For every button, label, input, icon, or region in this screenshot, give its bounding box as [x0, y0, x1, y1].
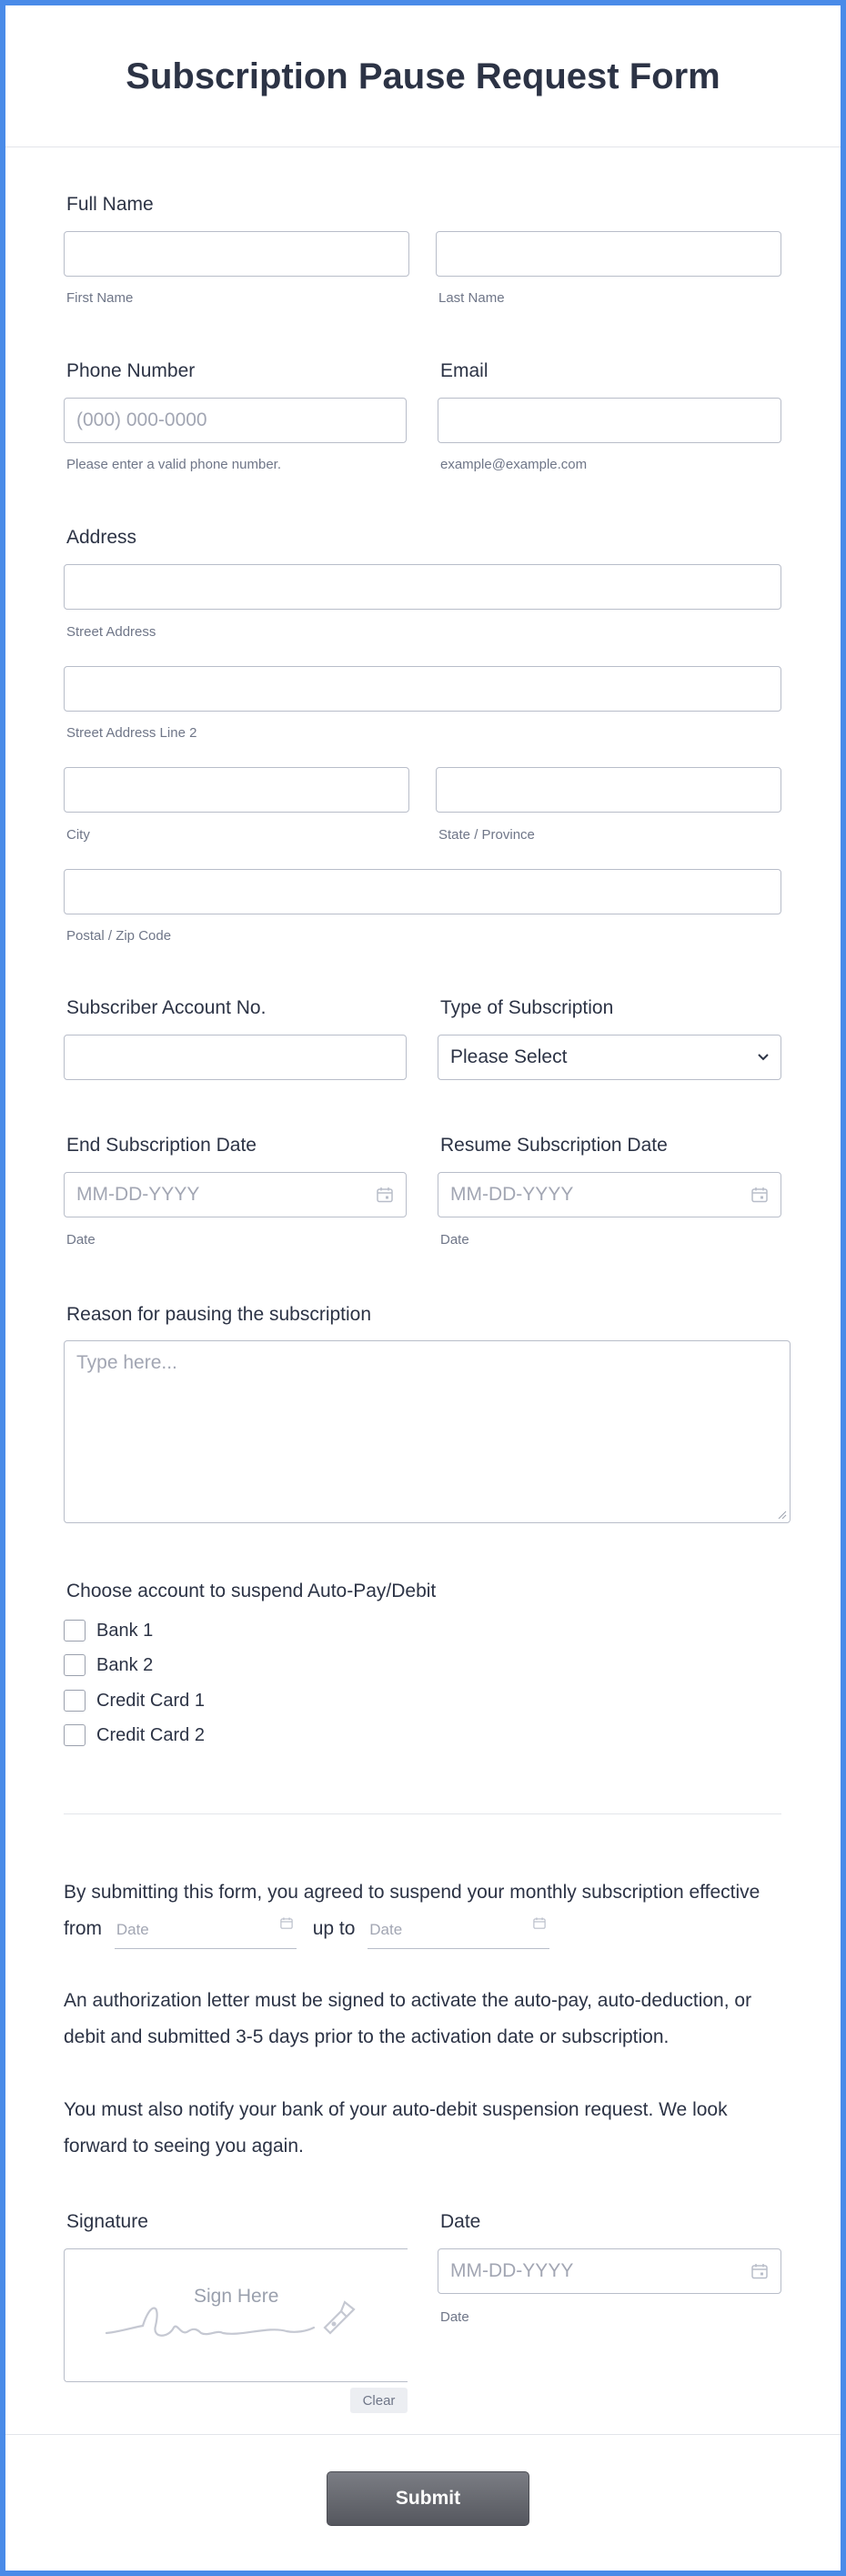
subscription-type-select[interactable] — [438, 1035, 781, 1080]
resume-date-sublabel: Date — [440, 1232, 469, 1248]
resume-date-placeholder: MM-DD-YYYY — [450, 1184, 574, 1205]
sign-date-input[interactable] — [438, 2248, 781, 2294]
account-number-input[interactable] — [64, 1035, 407, 1080]
upto-date-input[interactable] — [368, 1912, 549, 1949]
phone-input[interactable] — [64, 398, 407, 443]
state-sublabel: State / Province — [438, 827, 535, 843]
city-input[interactable] — [64, 767, 409, 813]
end-date-label: End Subscription Date — [66, 1135, 257, 1156]
calendar-icon[interactable] — [280, 1917, 293, 1929]
signature-label: Signature — [66, 2211, 148, 2232]
checkbox-label: Bank 1 — [96, 1620, 154, 1641]
footer-divider — [5, 2434, 841, 2435]
submit-button[interactable]: Submit — [327, 2471, 529, 2526]
checkbox-credit-card-1[interactable] — [64, 1690, 205, 1712]
email-sublabel: example@example.com — [440, 457, 588, 472]
resume-date-label: Resume Subscription Date — [440, 1135, 668, 1156]
end-date-placeholder: MM-DD-YYYY — [76, 1184, 200, 1205]
chevron-down-icon — [757, 1053, 770, 1062]
last-name-input[interactable] — [436, 231, 781, 277]
resume-date-input[interactable] — [438, 1172, 781, 1217]
checkbox-credit-card-2[interactable] — [64, 1724, 205, 1746]
last-name-sublabel: Last Name — [438, 290, 505, 306]
checkbox-box[interactable] — [64, 1724, 86, 1746]
calendar-icon[interactable] — [751, 1187, 768, 1203]
state-input[interactable] — [436, 767, 781, 813]
calendar-icon[interactable] — [751, 2264, 768, 2279]
signature-hint: Sign Here — [194, 2286, 279, 2307]
from-date-placeholder: Date — [116, 1921, 149, 1938]
authorization-line-2: debit and submitted 3-5 days prior to the activation date or subscription. — [64, 2026, 670, 2047]
agreement-from-word: from — [64, 1918, 102, 1939]
authorization-paragraph — [64, 1983, 791, 2056]
authorization-line-1: An authorization letter must be signed to activate the auto-pay, auto-deduction, or — [64, 1990, 752, 2011]
account-number-label: Subscriber Account No. — [66, 997, 267, 1018]
signature-scribble-icon — [105, 2291, 368, 2346]
agreement-line-1: By submitting this form, you agreed to suspend your monthly subscription effective — [64, 1882, 760, 1903]
sign-date-sublabel: Date — [440, 2309, 469, 2325]
street-address-input[interactable] — [64, 564, 781, 610]
signature-pad[interactable] — [64, 2248, 408, 2382]
agreement-paragraph — [64, 1874, 791, 1949]
sign-date-label: Date — [440, 2211, 481, 2232]
postal-code-sublabel: Postal / Zip Code — [66, 928, 172, 944]
calendar-icon[interactable] — [533, 1917, 546, 1929]
street-address-line2-input[interactable] — [64, 666, 781, 712]
notify-paragraph — [64, 2092, 791, 2165]
street-address-line2-sublabel: Street Address Line 2 — [66, 725, 197, 741]
sign-date-placeholder: MM-DD-YYYY — [450, 2260, 574, 2281]
autopay-label: Choose account to suspend Auto-Pay/Debit — [66, 1581, 437, 1601]
reason-placeholder: Type here... — [76, 1352, 177, 1373]
checkbox-label: Bank 2 — [96, 1654, 154, 1675]
header-divider — [5, 146, 841, 147]
checkbox-box[interactable] — [64, 1690, 86, 1712]
from-date-input[interactable] — [115, 1912, 297, 1949]
city-sublabel: City — [66, 827, 90, 843]
subscription-type-label: Type of Subscription — [440, 997, 614, 1018]
email-input[interactable] — [438, 398, 781, 443]
email-label: Email — [440, 360, 488, 381]
phone-label: Phone Number — [66, 360, 196, 381]
notify-line-2: forward to seeing you again. — [64, 2136, 304, 2157]
phone-sublabel: Please enter a valid phone number. — [66, 457, 281, 472]
end-date-sublabel: Date — [66, 1232, 96, 1248]
reason-label: Reason for pausing the subscription — [66, 1304, 372, 1325]
phone-placeholder: (000) 000-0000 — [76, 409, 207, 430]
form-title: Subscription Pause Request Form — [126, 56, 720, 96]
agreement-upto-word: up to — [312, 1918, 356, 1939]
calendar-icon[interactable] — [377, 1187, 393, 1203]
resize-handle-icon[interactable] — [778, 1510, 787, 1520]
upto-date-placeholder: Date — [369, 1921, 403, 1938]
checkbox-box[interactable] — [64, 1620, 86, 1642]
address-label: Address — [66, 527, 137, 548]
reason-textarea[interactable] — [64, 1340, 791, 1523]
checkbox-label: Credit Card 1 — [96, 1690, 205, 1711]
end-date-input[interactable] — [64, 1172, 407, 1217]
agreement-line-2 — [64, 1911, 791, 1949]
checkbox-bank-2[interactable] — [64, 1654, 153, 1676]
clear-signature-button[interactable]: Clear — [350, 2388, 408, 2413]
checkbox-bank-1[interactable] — [64, 1620, 153, 1642]
first-name-input[interactable] — [64, 231, 409, 277]
street-address-sublabel: Street Address — [66, 624, 156, 640]
subscription-type-value: Please Select — [450, 1046, 568, 1067]
postal-code-input[interactable] — [64, 869, 781, 914]
checkbox-box[interactable] — [64, 1654, 86, 1676]
first-name-sublabel: First Name — [66, 290, 134, 306]
section-divider — [64, 1813, 781, 1814]
notify-line-1: You must also notify your bank of your auto-debit suspension request. We look — [64, 2099, 728, 2120]
full-name-label: Full Name — [66, 194, 154, 215]
checkbox-label: Credit Card 2 — [96, 1724, 205, 1745]
